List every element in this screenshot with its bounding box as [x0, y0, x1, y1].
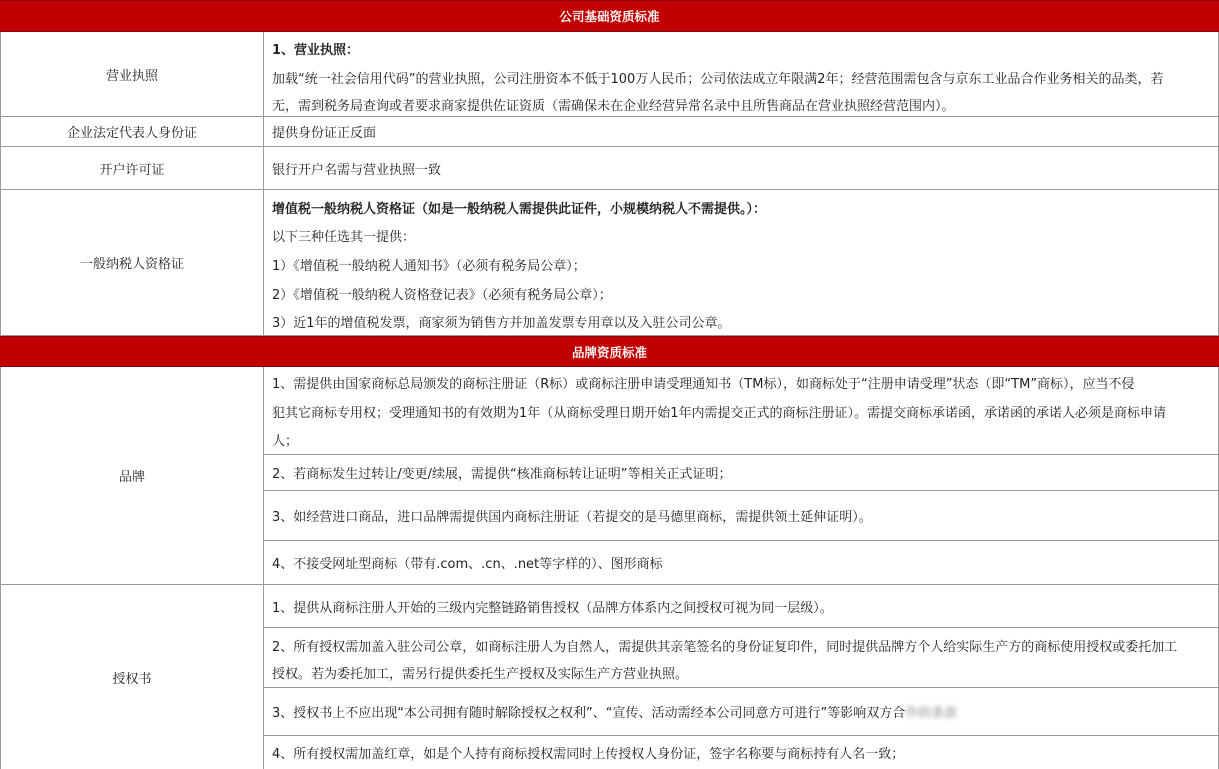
brand-item-3	[264, 491, 1219, 541]
general-taxpayer-line-1: 以下三种任选其一提供：	[272, 230, 416, 245]
general-taxpayer-line-4: 3）近1年的增值税发票，商家须为销售方并加盖发票专用章以及入驻公司公章。	[272, 316, 731, 331]
auth-item-4	[264, 736, 1219, 769]
general-taxpayer-line-3: 2）《增值税一般纳税人资格登记表》（必须有税务局公章）；	[272, 288, 612, 303]
auth-item-2-line-2: 授权。若为委托加工，需另行提供委托生产授权及实际生产方营业执照。	[272, 667, 689, 682]
account-permit-text: 银行开户名需与营业执照一致	[272, 162, 442, 178]
cell-business-license	[264, 32, 1219, 117]
auth-item-2-line-1: 2、所有授权需加盖入驻公司公章，如商标注册人为自然人，需提供其亲笔签名的身份证复印件，同时提供品牌方个人给实际生产方的商标使用授权或委托加工	[272, 640, 1178, 655]
general-taxpayer-heading: 增值税一般纳税人资格证（如是一般纳税人需提供此证件，小规模纳税人不需提供。）：	[272, 202, 767, 217]
brand-item-2	[264, 455, 1219, 491]
auth-item-1-text: 1、提供从商标注册人开始的三级内完整链路销售授权（品牌方体系内之间授权可视为同一层级）。	[272, 600, 833, 616]
business-license-line-1: 加载“统一社会信用代码”的营业执照，公司注册资本不低于100万人民币；公司依法成立年限满2年；经营范围需包含与京东工业品合作业务相关的品类，若	[272, 72, 1164, 87]
brand-item-1-line-2: 犯其它商标专用权；受理通知书的有效期为1年（从商标受理日期开始1年内需提交正式的商标注册证）。需提交商标承诺函，承诺函的承诺人必须是商标申请	[272, 406, 1167, 421]
label-general-taxpayer: 一般纳税人资格证	[0, 190, 264, 336]
auth-item-4-text: 4、所有授权需加盖红章，如是个人持有商标授权需同时上传授权人身份证，签字名称要与商标持有人名一致；	[272, 747, 905, 762]
auth-item-3-text: 3、授权书上不应出现“本公司拥有随时解除授权之权利”、“宣传、活动需经本公司同意方可进行”等影响双方合	[272, 706, 906, 721]
cell-general-taxpayer	[264, 190, 1219, 336]
brand-section-header: 品牌资质标准	[0, 336, 1219, 367]
brand-item-1-line-1: 1、需提供由国家商标总局颁发的商标注册证（R标）或商标注册申请受理通知书（TM标），如商标处于“注册申请受理”状态（即“TM”商标），应当不侵	[272, 377, 1135, 392]
brand-item-4-text: 4、不接受网址型商标（带有.com、.cn、.net等字样的）、图形商标	[272, 557, 663, 572]
cell-legal-rep-id	[264, 117, 1219, 147]
label-business-license: 营业执照	[0, 32, 264, 117]
brand-item-3-text: 3、如经营进口商品，进口品牌需提供国内商标注册证（若提交的是马德里商标，需提供领土延伸证明）。	[272, 510, 872, 525]
cell-account-permit	[264, 147, 1219, 190]
general-taxpayer-line-2: 1）《增值税一般纳税人通知书》（必须有税务局公章）；	[272, 259, 586, 274]
auth-item-3	[264, 688, 1219, 736]
auth-item-1	[264, 585, 1219, 628]
brand-item-1-line-3: 人；	[272, 434, 299, 449]
business-license-heading: 1、营业执照：	[272, 43, 360, 58]
label-authorization: 授权书	[0, 585, 264, 769]
brand-item-2-text: 2、若商标发生过转让/变更/续展，需提供“核准商标转让证明”等相关正式证明；	[272, 467, 732, 482]
label-account-permit: 开户许可证	[0, 147, 264, 190]
label-legal-rep-id: 企业法定代表人身份证	[0, 117, 264, 147]
label-brand: 品牌	[0, 367, 264, 585]
company-section-header: 公司基础资质标准	[0, 0, 1219, 32]
auth-item-3-blurred-tail: 作的条款	[905, 706, 958, 721]
brand-item-1	[264, 367, 1219, 455]
legal-rep-id-text: 提供身份证正反面	[272, 126, 377, 141]
brand-item-4	[264, 541, 1219, 585]
auth-item-2	[264, 628, 1219, 688]
business-license-line-2: 无，需到税务局查询或者要求商家提供佐证资质（需确保未在企业经营异常名录中且所售商品在营业执照经营范围内）。	[272, 99, 955, 114]
